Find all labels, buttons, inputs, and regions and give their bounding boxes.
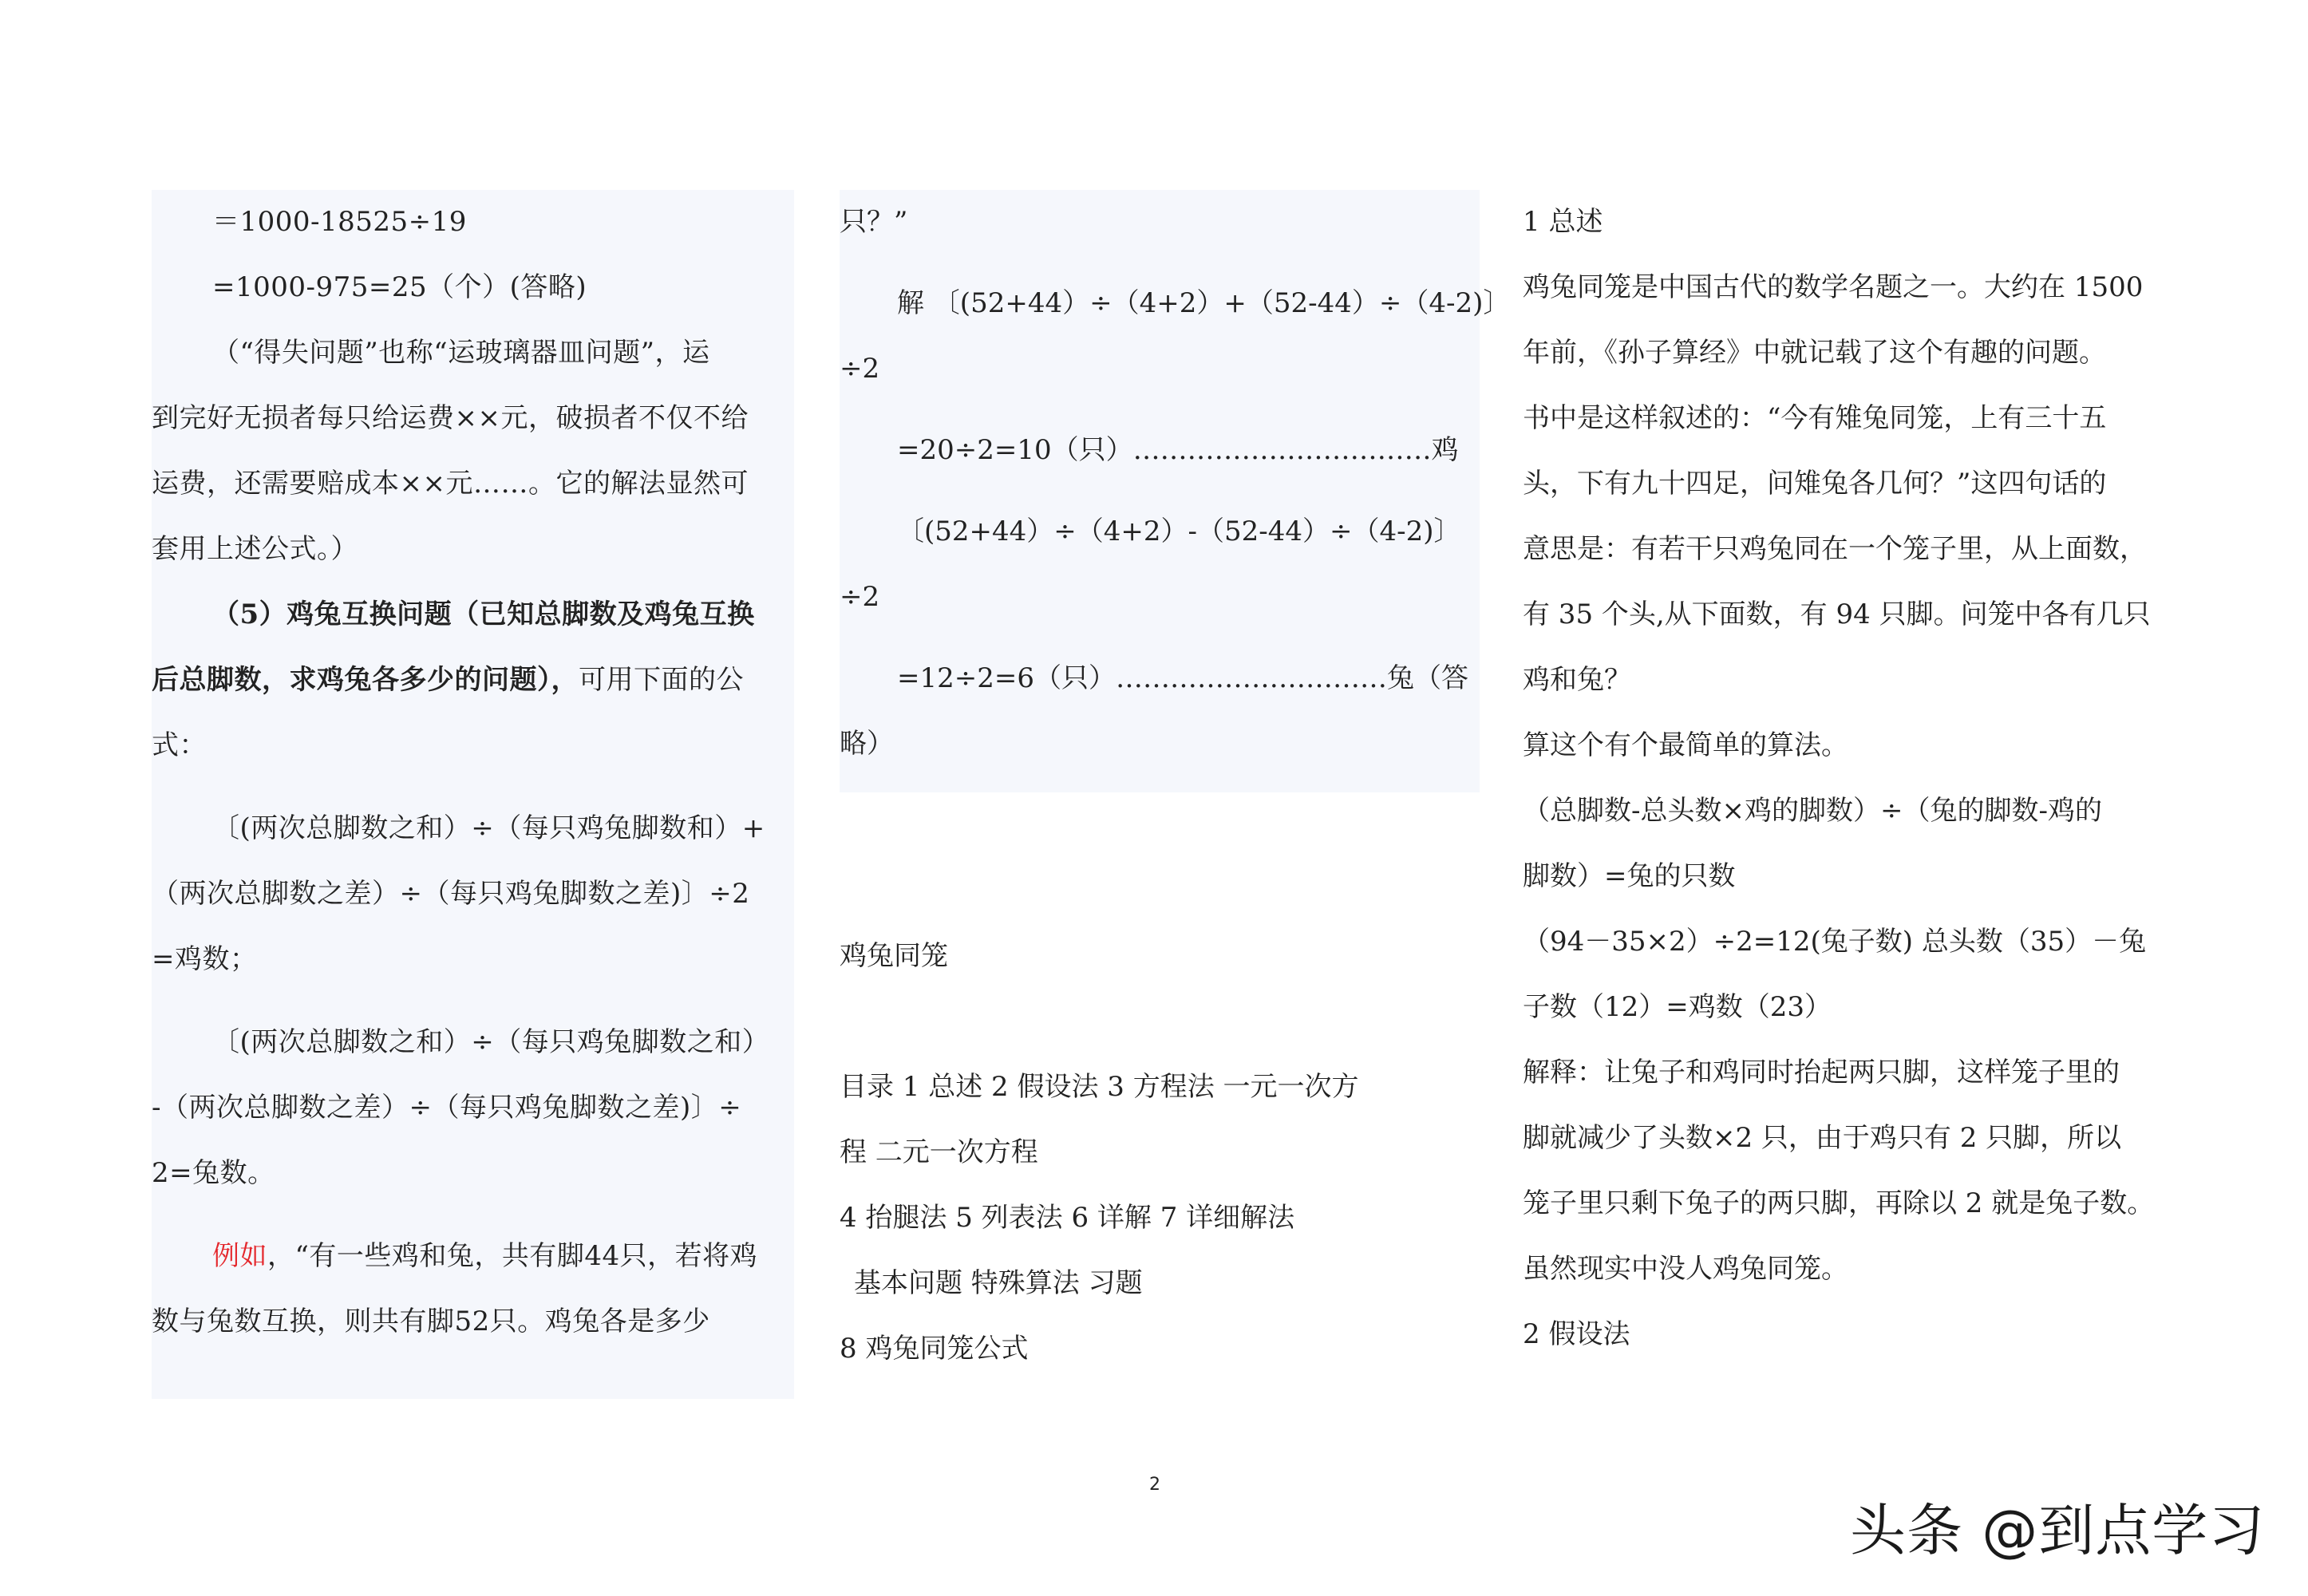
text-line: 解释：让兔子和鸡同时抬起两只脚，这样笼子里的	[1523, 1057, 2120, 1088]
text-line: 年前，《孙子算经》中就记载了这个有趣的问题。	[1523, 337, 2106, 369]
text-line: 运费，还需要赔成本××元……。它的解法显然可	[152, 468, 749, 500]
toc-line: 基本问题 特殊算法 习题	[854, 1267, 1143, 1299]
text-line: （“得失问题”也称“运玻璃器皿问题”，运	[212, 337, 710, 369]
text-line: 算这个有个最简单的算法。	[1523, 729, 1848, 761]
example-line: 数与兔数互换，则共有脚52只。鸡兔各是多少	[152, 1306, 710, 1337]
text-line: 到完好无损者每只给运费××元，破损者不仅不给	[152, 402, 749, 434]
text-line: 鸡和兔？	[1523, 664, 1631, 696]
solution-line: ÷2	[840, 353, 880, 385]
section-heading: 2 假设法	[1523, 1318, 1630, 1350]
section-heading: （5）鸡兔互换问题（已知总脚数及鸡兔互换	[212, 598, 755, 630]
text-line: 式：	[152, 729, 207, 761]
text-line: 有 35 个头,从下面数，有 94 只脚。问笼中各有几只	[1523, 598, 2151, 630]
example-line	[212, 1240, 757, 1272]
formula-line: -（两次总脚数之差）÷（每只鸡兔脚数之差)〕÷	[152, 1092, 742, 1124]
text-line: 虽然现实中没人鸡兔同笼。	[1523, 1253, 1848, 1285]
shaded-block	[840, 190, 1480, 792]
text-line: 套用上述公式。）	[152, 533, 358, 565]
solution-line: =20÷2=10（只）……………………………鸡	[897, 434, 1459, 466]
text-line: ＝1000-18525÷19	[212, 206, 467, 238]
formula-line: 〔(两次总脚数之和）÷（每只鸡兔脚数和）+	[212, 812, 765, 844]
text-line: 笼子里只剩下兔子的两只脚，再除以 2 就是兔子数。	[1523, 1187, 2155, 1219]
text-line	[152, 664, 744, 696]
text-line: 意思是：有若干只鸡兔同在一个笼子里，从上面数，	[1523, 533, 2147, 565]
text-line: =1000-975=25（个）(答略)	[212, 271, 587, 303]
column-left	[152, 190, 794, 1399]
bold-text: 后总脚数，求鸡兔各多少的问题），	[152, 664, 579, 696]
article-title: 鸡兔同笼	[840, 940, 948, 972]
normal-text: 可用下面的公	[579, 664, 744, 696]
formula-line: （总脚数-总头数×鸡的脚数）÷（兔的脚数-鸡的	[1523, 795, 2102, 827]
formula-line: 〔(两次总脚数之和）÷（每只鸡兔脚数之和）	[212, 1026, 770, 1058]
formula-line: =鸡数；	[152, 943, 258, 975]
solution-line: ÷2	[840, 581, 880, 613]
toc-line: 4 抬腿法 5 列表法 6 详解 7 详细解法	[840, 1202, 1295, 1234]
formula-line: 2=兔数。	[152, 1157, 275, 1189]
text-line: 头，下有九十四足，问雉兔各几何？”这四句话的	[1523, 468, 2107, 500]
formula-line: 脚数）=兔的只数	[1523, 860, 1736, 892]
solution-line: 〔(52+44）÷（4+2）-（52-44）÷（4-2)〕	[897, 516, 1461, 547]
toc-line: 8 鸡兔同笼公式	[840, 1333, 1029, 1365]
page-number: 2	[1149, 1475, 1160, 1495]
formula-line: （94－35×2）÷2=12(兔子数) 总头数（35）－兔	[1523, 926, 2147, 958]
example-text: ，“有一些鸡和兔，共有脚44只，若将鸡	[267, 1240, 758, 1272]
solution-line: 解 〔(52+44）÷（4+2）+（52-44）÷（4-2)〕	[897, 287, 1511, 319]
section-heading: 1 总述	[1523, 206, 1603, 238]
formula-line: 子数（12）=鸡数（23）	[1523, 991, 1832, 1023]
watermark-text: 头条 @到点学习	[1850, 1498, 2266, 1563]
text-line: 只？”	[840, 206, 908, 238]
example-label: 例如	[212, 1240, 267, 1272]
text-line: 鸡兔同笼是中国古代的数学名题之一。大约在 1500	[1523, 271, 2144, 303]
text-line: 脚就减少了头数×2 只，由于鸡只有 2 只脚，所以	[1523, 1122, 2122, 1154]
formula-line: （两次总脚数之差）÷（每只鸡兔脚数之差)〕÷2	[152, 878, 750, 910]
solution-line: 略）	[840, 728, 894, 760]
solution-line: =12÷2=6（只）…………………………兔（答	[897, 662, 1468, 694]
toc-line: 程 二元一次方程	[840, 1136, 1038, 1168]
text-line: 书中是这样叙述的：“今有雉兔同笼，上有三十五	[1523, 402, 2107, 434]
toc-line: 目录 1 总述 2 假设法 3 方程法 一元一次方	[840, 1071, 1359, 1103]
